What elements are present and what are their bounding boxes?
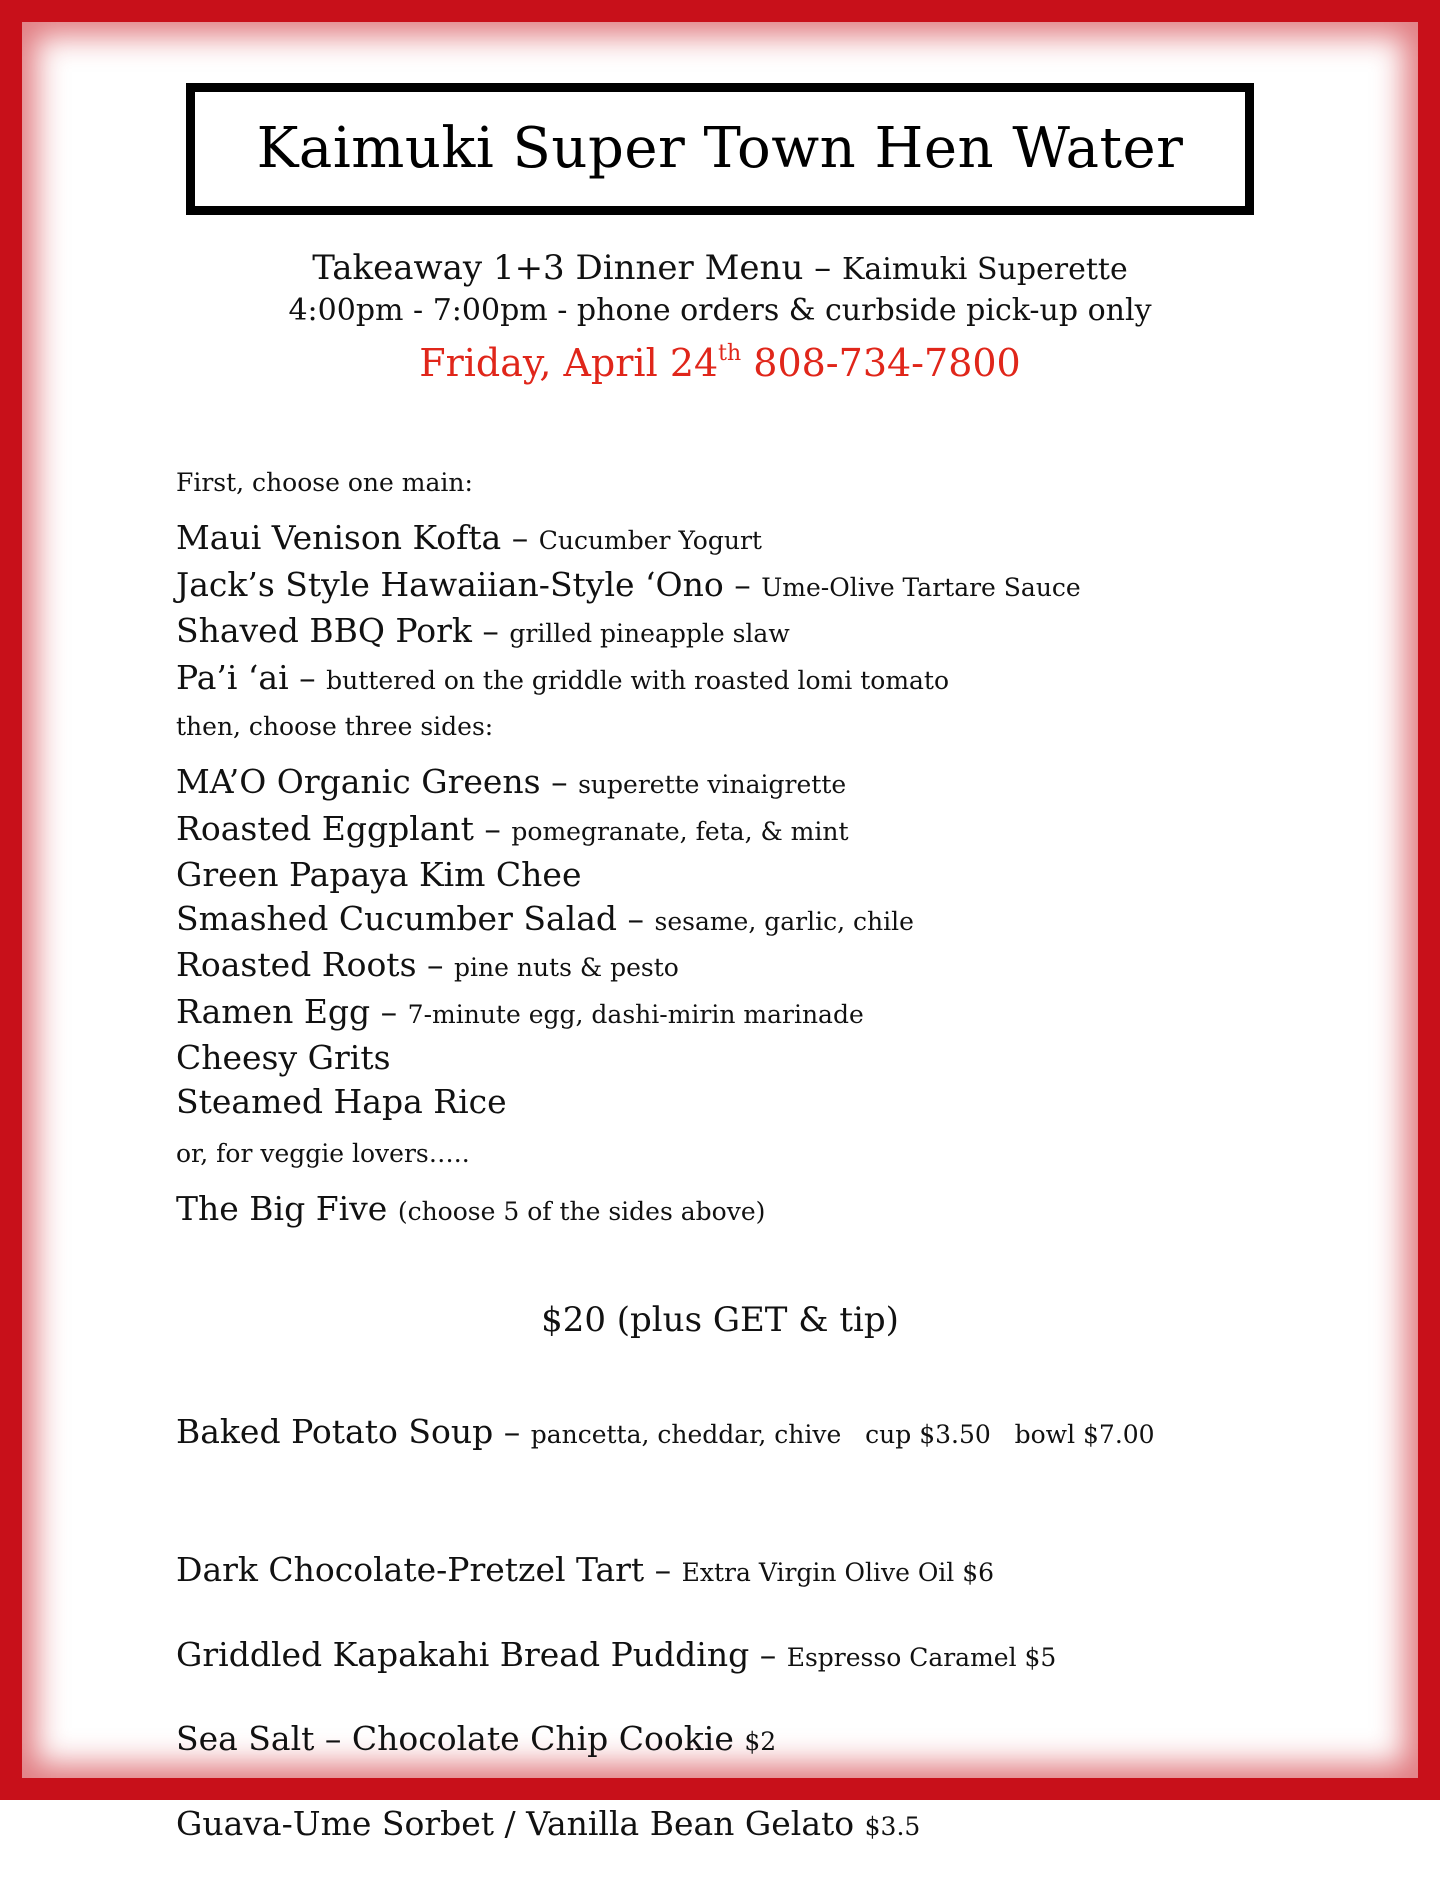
item-name: Maui Venison Kofta: [176, 518, 502, 557]
item-desc: buttered on the griddle with roasted lomi tomato: [326, 665, 950, 695]
item-dash: –: [493, 1411, 531, 1451]
item-desc: Espresso Caramel $5: [786, 1642, 1057, 1672]
menu-title: Kaimuki Super Town Hen Water: [256, 116, 1184, 181]
veggie-intro: or, for veggie lovers…..: [176, 1139, 470, 1168]
date-suffix: th: [718, 341, 742, 366]
list-item: [176, 1717, 1316, 1764]
list-item: [176, 516, 1316, 563]
item-sep: [854, 1804, 865, 1843]
item-desc: grilled pineapple slaw: [509, 619, 790, 648]
item-desc: (choose 5 of the sides above): [397, 1197, 766, 1226]
item-name: Shaved BBQ Pork: [176, 611, 472, 650]
item-dash: –: [617, 898, 655, 938]
item-name: Roasted Eggplant: [176, 808, 474, 848]
item-desc: pancetta, cheddar, chive cup $3.50 bowl $7.00: [530, 1419, 1155, 1449]
list-item: [176, 807, 1316, 854]
item-name: Sea Salt – Chocolate Chip Cookie: [176, 1719, 734, 1758]
item-desc: $3.5: [864, 1811, 921, 1841]
list-item: [176, 990, 1316, 1037]
item-name: Steamed Hapa Rice: [176, 1081, 507, 1121]
list-item: [176, 1633, 1316, 1680]
list-item: [176, 853, 1316, 897]
title-box: [186, 83, 1254, 215]
item-sep: –: [749, 1634, 787, 1674]
item-desc: pine nuts & pesto: [454, 953, 679, 982]
list-item: [176, 563, 1316, 610]
item-sep: –: [644, 1550, 682, 1589]
sides-intro: then, choose three sides:: [176, 712, 494, 741]
item-dash: –: [501, 518, 539, 557]
item-desc: 7-minute egg, dashi-mirin marinade: [407, 999, 864, 1029]
item-name: The Big Five: [176, 1189, 388, 1228]
subtitle-dash: –: [803, 248, 842, 288]
big-five-item: [176, 1187, 1316, 1234]
item-desc: superette vinaigrette: [578, 770, 847, 799]
item-name: Green Papaya Kim Chee: [176, 855, 582, 894]
list-item: [176, 1036, 1316, 1080]
phone-number: 808-734-7800: [753, 341, 1021, 385]
item-name: Baked Potato Soup: [176, 1411, 494, 1451]
list-item: [176, 760, 1316, 807]
menu-type: Takeaway 1+3 Dinner Menu: [312, 248, 804, 288]
item-dash: –: [473, 808, 512, 848]
menu-date: Friday, April 24: [419, 341, 719, 385]
mains-list: [176, 516, 1316, 702]
list-item: [176, 656, 1316, 703]
set-price: $20 (plus GET & tip): [541, 1299, 899, 1340]
item-name: Roasted Roots: [176, 945, 417, 984]
date-phone-line: [0, 331, 1440, 386]
list-item: [176, 609, 1316, 656]
item-name: Cheesy Grits: [176, 1038, 391, 1077]
list-item: [176, 1080, 1316, 1124]
sides-list: [176, 760, 1316, 1123]
menu-content: [176, 466, 1316, 1886]
item-name: Jack’s Style Hawaiian-Style ‘Ono: [176, 564, 724, 604]
subtitle-line: [0, 248, 1440, 290]
item-sep: [734, 1719, 745, 1758]
desserts-list: [176, 1510, 1316, 1886]
item-dash: –: [416, 945, 454, 984]
list-item: [176, 1802, 1316, 1849]
list-item: [176, 1548, 1316, 1595]
restaurant-name: Kaimuki Superette: [841, 252, 1128, 287]
item-desc: sesame, garlic, chile: [654, 906, 914, 936]
item-desc: Ume-Olive Tartare Sauce: [761, 572, 1081, 602]
item-name: Dark Chocolate-Pretzel Tart: [176, 1550, 645, 1589]
item-name: Griddled Kapakahi Bread Pudding: [176, 1634, 750, 1674]
item-desc: pomegranate, feta, & mint: [511, 816, 849, 846]
item-desc: Cucumber Yogurt: [538, 526, 762, 555]
item-dash: –: [471, 611, 510, 650]
hours-line: 4:00pm - 7:00pm - phone orders & curbside pick-up only: [288, 293, 1152, 328]
item-dash: –: [288, 657, 327, 697]
item-desc: Extra Virgin Olive Oil $6: [681, 1558, 995, 1587]
item-dash: –: [370, 991, 408, 1031]
item-name: MA’O Organic Greens: [176, 762, 541, 801]
item-name: Guava-Ume Sorbet / Vanilla Bean Gelato: [176, 1803, 855, 1843]
soup-item: [176, 1410, 1316, 1457]
mains-intro: First, choose one main:: [176, 468, 473, 497]
list-item: [176, 943, 1316, 990]
item-name: Smashed Cucumber Salad: [176, 898, 617, 938]
item-name: Pa’i ‘ai: [176, 657, 289, 697]
list-item: [176, 897, 1316, 944]
item-desc: $2: [744, 1727, 777, 1756]
item-dash: –: [540, 762, 579, 801]
item-dash: –: [723, 564, 762, 604]
item-name: Ramen Egg: [176, 991, 371, 1031]
